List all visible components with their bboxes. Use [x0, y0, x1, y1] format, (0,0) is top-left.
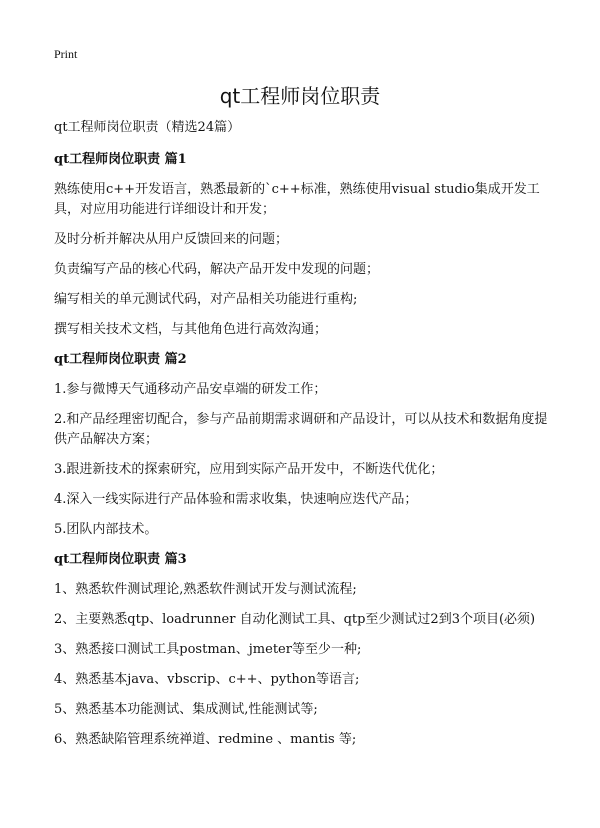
section-2 — [54, 350, 554, 540]
paragraph: 编写相关的单元测试代码，对产品相关功能进行重构; — [54, 292, 358, 307]
section-3 — [54, 550, 554, 750]
section-heading: qt工程师岗位职责 篇2 — [54, 352, 187, 367]
paragraph: 5、熟悉基本功能测试、集成测试,性能测试等; — [54, 702, 318, 717]
paragraph: 4.深入一线实际进行产品体验和需求收集，快速响应迭代产品； — [54, 492, 418, 507]
paragraph: 6、熟悉缺陷管理系统禅道、redmine 、mantis 等; — [54, 732, 357, 747]
paragraph: 4、熟悉基本java、vbscrip、c++、python等语言; — [54, 672, 360, 687]
paragraph: 1、熟悉软件测试理论,熟悉软件测试开发与测试流程; — [54, 582, 357, 597]
document-body — [54, 118, 554, 760]
paragraph: 1.参与微博天气通移动产品安卓端的研发工作； — [54, 382, 327, 397]
paragraph: 熟练使用c++开发语言，熟悉最新的`c++标准，熟练使用visual studio集成开发工具，对应用功能进行详细设计和开发； — [54, 182, 540, 217]
paragraph: 负责编写产品的核心代码，解决产品开发中发现的问题； — [54, 262, 380, 277]
paragraph: 撰写相关技术文档，与其他角色进行高效沟通； — [54, 322, 328, 337]
paragraph: 2、主要熟悉qtp、loadrunner 自动化测试工具、qtp至少测试过2到3个项目(必须) — [54, 612, 536, 627]
paragraph: 5.团队内部技术。 — [54, 522, 158, 537]
paragraph: 2.和产品经理密切配合，参与产品前期需求调研和产品设计，可以从技术和数据角度提供产品解决方案； — [54, 412, 548, 447]
page-title: qt工程师岗位职责 — [219, 84, 381, 108]
section-1 — [54, 150, 554, 340]
section-heading: qt工程师岗位职责 篇1 — [54, 152, 187, 167]
paragraph: 3、熟悉接口测试工具postman、jmeter等至少一种; — [54, 642, 362, 657]
section-heading: qt工程师岗位职责 篇3 — [54, 552, 187, 567]
document-subtitle: qt工程师岗位职责（精选24篇） — [54, 120, 241, 135]
paragraph: 3.跟进新技术的探索研究，应用到实际产品开发中，不断迭代优化； — [54, 462, 444, 477]
print-label: Print — [54, 47, 78, 61]
paragraph: 及时分析并解决从用户反馈回来的问题； — [54, 232, 289, 247]
